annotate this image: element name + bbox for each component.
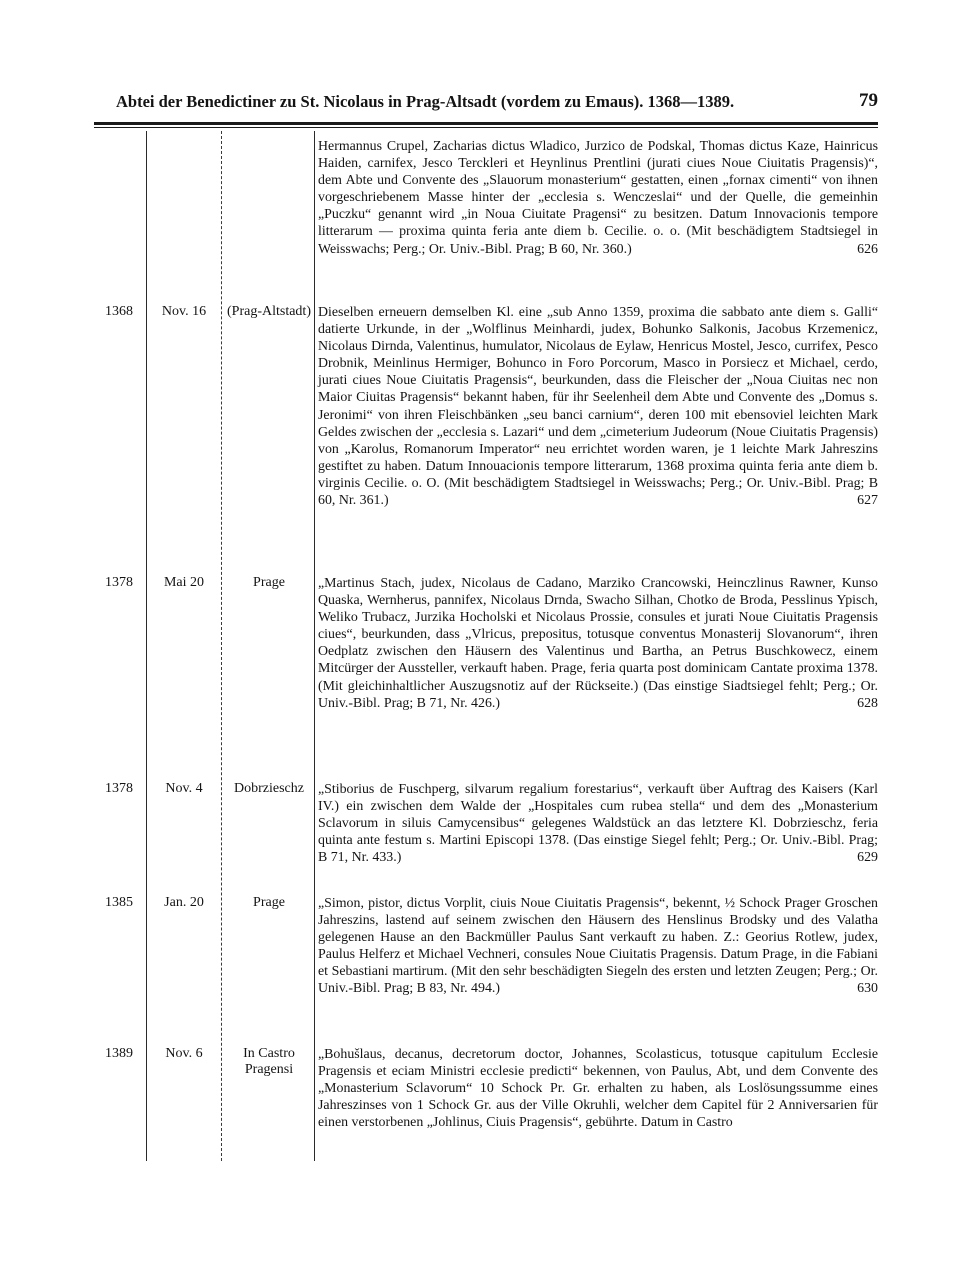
entry-date: Nov. 16 xyxy=(161,304,207,319)
entry-number: 626 xyxy=(857,241,878,257)
entry-text: „Martinus Stach, judex, Nicolaus de Cadano, Marziko Crancowski, Heinczlinus Rawner, Kunso Quaska, Wernherus, pannifex, Nicolaus Drnda, Swacho Silhan, Chotko de Broda, Pesslinus Ypisch, Weliko Trubacz, Jurzika Hocholski et Nicolaus Prossie, consules et jurati Noue Ciuitatis Pragensis ciues“, beurkunden, dass „Vlricus, prepositus, totusque conventus Monasterij Slovanorum“, ihren Oedplatz zwischen den Häusern des Valentinus und Bartha, an Petrus Buschkowecz, einem Mitcürger der Aussteller, verkauft haben. Prage, feria quarta post dominicam Cantate proxima 1378. (Mit gleichinhaltlicher Auszugsnotiz auf der Rückseite.) (Das einstige Siadtsiegel fehlt; Perg.; Or. Univ.-Bibl. Prag; B 71, Nr. 426.) xyxy=(318,576,878,711)
running-title: Abtei der Benedictiner zu St. Nicolaus in Prag-Altsadt (vordem zu Emaus). 1368—1389. xyxy=(116,92,735,111)
entry-place: In Castro Pragensi xyxy=(243,1046,295,1077)
entry-year: 1389 xyxy=(105,1046,133,1061)
entry-number: 630 xyxy=(857,981,878,997)
entry-year: 1378 xyxy=(105,575,133,590)
entry-date: Nov. 4 xyxy=(165,781,203,796)
page-header xyxy=(94,92,878,118)
entry-text: „Stiborius de Fuschperg, silvarum regalium forestarius“, verkauft über Auftrag des Kaisers (Karl IV.) ein zwischen dem Walde der „Hospitales cum rubea stella“ und dem des „Monasterium Sclavorum in siluis Camycensibus“ gelegenes Waldstück an das letztere Kl. Dobrzieschz, feria quinta ante festum s. Martini Episcopi 1378. (Das einstige Siegel fehlt; Perg.; Or. Univ.-Bibl. Prag; B 71, Nr. 433.) xyxy=(318,782,878,866)
entry-number: 627 xyxy=(857,493,878,509)
entry-number: 628 xyxy=(857,695,878,711)
column-divider-place-text xyxy=(314,131,315,1161)
entry-date: Nov. 6 xyxy=(165,1046,203,1061)
entry-628 xyxy=(318,575,878,712)
column-divider-year-date xyxy=(146,131,147,1161)
entry-631 xyxy=(318,1046,878,1131)
entry-place: (Prag-Altstadt) xyxy=(227,304,311,319)
entry-630 xyxy=(318,895,878,998)
entry-place: Prage xyxy=(253,895,285,910)
entry-year: 1378 xyxy=(105,781,133,796)
entry-place: Dobrzieschz xyxy=(234,781,304,796)
entry-626 xyxy=(318,138,878,258)
entry-629 xyxy=(318,781,878,866)
entry-year: 1368 xyxy=(105,304,133,319)
entry-text: Hermannus Crupel, Zacharias dictus Wladico, Jurzico de Podskal, Thomas dictus Kaze, Hainricus Haiden, carnifex, Jesco Terckleri et Heynlinus Prentlini (jurati ciues Noue Ciuitatis Pragensis)“, dem Abte und Convente des „Slauorum monasterium“ gestatten, einen „fornax cimenti“ von ihnen vorgeschriebenem Masse hinter der „ecclesia s. Wenczeslai“ und der Quelle, die gemeinhin „Puczku“ genannt wird „in Noua Ciuitate Pragensi“ zu besitzen. Datum Innovacionis tempore litterarum — proxima quinta feria ante diem b. Cecilie. o. o. (Mit beschädigtem Stadtsiegel in Weisswachs; Perg.; Or. Univ.-Bibl. Prag; B 60, Nr. 360.) xyxy=(318,139,878,257)
entry-627 xyxy=(318,304,878,509)
entry-date: Jan. 20 xyxy=(164,895,204,910)
entry-text: Dieselben erneuern demselben Kl. eine „sub Anno 1359, proxima die sabbato ante diem s. Galli“ datierte Urkunde, in der „Wolflinus Meinhardi, judex, Bohunko Salkonis, Jacobus Krzemenicz, Nicolaus Dirnda, Valentinus, humulator, Nicolaus de Eylaw, Henricus Mostel, Jesco, currifex, Pesco Drobnik, Meinlinus Hermiger, Bohunco in Foro Porcorum, Masco in Porsiecz et Michael, cerdo, jurati ciues Noue Ciuitatis Pragensis“, beurkunden, dass die Fleischer der „Noua Ciuitas nec non Maior Ciuitas Pragensis“ bekannt haben, für ihr Seelenheil dem Abte und Convente des „Domus s. Jeronimi“ von ihren Fleischbänken „seu banci carnium“, deren 100 mit ebensoviel leichten Mark Geldes zwischen der „ecclesia s. Lazari“ und dem „cimeterium Judeorum (Noue Ciuitatis Pragensis) von „Karolus, Romanorum Imperator“ neu errichtet worden waren, je 1 leichte Mark Jahreszins gestiftet zu haben. Datum Innouacionis tempore litterarum, 1368 proxima quinta feria ante diem b. virginis Cecilie. o. O. (Mit beschädigtem Stadtsiegel in Weisswachs; Perg.; Or. Univ.-Bibl. Prag; B 60, Nr. 361.) xyxy=(318,305,878,509)
entry-text: „Simon, pistor, dictus Vorplit, ciuis Noue Ciuitatis Pragensis“, bekennt, ½ Schock Prager Groschen Jahreszins, lastend auf seinem zwischen den Häusern des Henslinus Brodsky und des Valatha gelegenen Hause an den Backmüller Paulus Sant verkauft zu haben. Z.: Georius Rotlew, judex, Paulus Helferz et Michael Vechneri, consules Noue Ciuitatis Pragensis. Datum Prage, in die Fabiani et Sebastiani martirum. (Mit den sehr beschädigten Siegeln des ersten und letzten Zeugen; Perg.; Or. Univ.-Bibl. Prag; B 83, Nr. 494.) xyxy=(318,896,878,997)
entry-place: Prage xyxy=(253,575,285,590)
column-divider-date-place xyxy=(221,131,222,1161)
header-rule-thin xyxy=(94,127,878,128)
entry-text: „Bohušlaus, decanus, decretorum doctor, Johannes, Scolasticus, totusque capitulum Ecclesie Pragensis et eciam Ministri ecclesie predicti“ bekennen, von Paulus, Abt, und dem Convente des „Monasterium Sclavorum“ 10 Schock Pr. Gr. erhalten zu haben, als Loslösungssumme eines Jahreszinses von 1 Schock Gr. aus der Ville Okruhli, welcher dem Capitel für 2 Anniversarien für einen verstorbenen „Johlinus, Ciuis Pragensis“, gebührte. Datum in Castro xyxy=(318,1047,878,1131)
entry-date: Mai 20 xyxy=(163,575,205,590)
entry-number: 629 xyxy=(857,850,878,866)
entry-year: 1385 xyxy=(105,895,133,910)
header-rule-thick xyxy=(94,122,878,125)
page-number: 79 xyxy=(859,90,878,111)
